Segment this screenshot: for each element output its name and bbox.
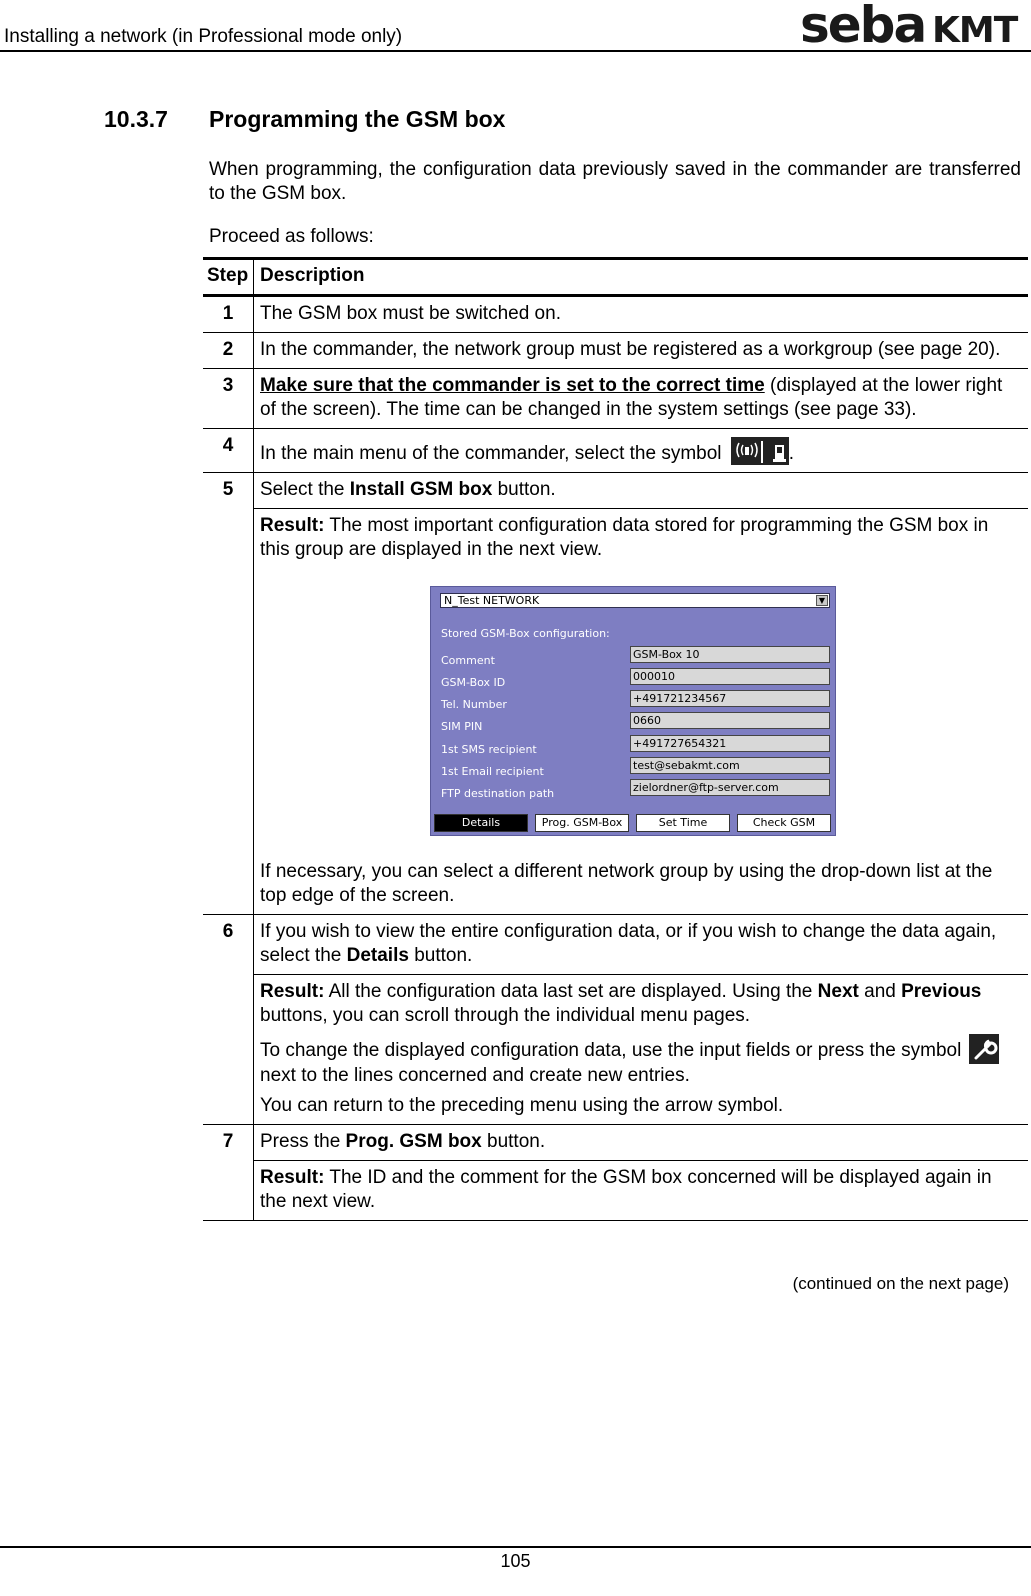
- section-number: 10.3.7: [104, 106, 168, 132]
- step-description: In the commander, the network group must be registered as a workgroup (see page 20).: [254, 333, 1029, 369]
- set-time-button[interactable]: Set Time: [636, 814, 730, 832]
- details-button[interactable]: Details: [434, 814, 528, 832]
- dropdown-value: N_Test NETWORK: [444, 594, 540, 607]
- change-paragraph: [260, 1034, 1022, 1088]
- svg-text:KMT: KMT: [932, 10, 1018, 48]
- result-text: The ID and the comment for the GSM box concerned will be displayed again in the next view.: [260, 1167, 992, 1212]
- step-description: [254, 473, 1029, 509]
- step-text-end: button.: [481, 1131, 546, 1152]
- step-number: 6: [203, 915, 254, 1125]
- config-row: [441, 715, 833, 733]
- config-label: 1st Email recipient: [441, 765, 544, 778]
- result-note: If necessary, you can select a different network group by using the drop-down list at the top edge of the screen.: [260, 861, 993, 906]
- table-row: [203, 915, 1028, 975]
- step-number: 2: [203, 333, 254, 369]
- seba-kmt-logo: [800, 2, 1026, 48]
- step-text: If you wish to view the entire configuration data, or if you wish to change the data again, select the: [260, 921, 997, 966]
- result-cell: [254, 1161, 1029, 1221]
- page-number: 105: [500, 1551, 531, 1571]
- table-row: [203, 333, 1028, 369]
- result-text: To change the displayed configuration data, use the input fields or press the symbol: [260, 1040, 962, 1061]
- table-row: [203, 509, 1028, 915]
- step-text: In the main menu of the commander, select the symbol: [260, 443, 722, 464]
- footer-rule: [0, 1546, 1031, 1548]
- table-row: [203, 296, 1028, 333]
- table-row: [203, 473, 1028, 509]
- result-text: and: [858, 981, 902, 1002]
- config-value[interactable]: +491727654321: [630, 735, 830, 752]
- step-number: 5: [203, 473, 254, 915]
- intro-paragraph: When programming, the configuration data previously saved in the commander are transferred to the GSM box.: [209, 159, 1021, 204]
- result-paragraph: [260, 514, 1022, 562]
- config-value[interactable]: zielordner@ftp-server.com: [630, 779, 830, 796]
- step-description: [254, 1125, 1029, 1161]
- result-cell: [254, 509, 1029, 915]
- config-value[interactable]: test@sebakmt.com: [630, 757, 830, 774]
- step-number: 3: [203, 369, 254, 429]
- steps-table: [203, 257, 1028, 1221]
- step-text-end: .: [788, 443, 795, 464]
- svg-text:seba: seba: [800, 2, 926, 48]
- button-name: Details: [346, 945, 409, 966]
- step-text: (displayed at the lower right of the screen). The time can be changed in the system settings (see page 33).: [260, 375, 1003, 420]
- button-name: Install GSM box: [349, 479, 493, 500]
- proceed-text: Proceed as follows:: [209, 226, 374, 247]
- network-group-dropdown[interactable]: [440, 593, 830, 608]
- result-label: Result:: [260, 981, 325, 1002]
- config-row: [441, 782, 833, 800]
- config-label: 1st SMS recipient: [441, 743, 537, 756]
- config-label: SIM PIN: [441, 720, 483, 733]
- step-number: 1: [203, 296, 254, 333]
- config-label: GSM-Box ID: [441, 676, 506, 689]
- check-gsm-button[interactable]: Check GSM: [737, 814, 831, 832]
- button-name: Previous: [901, 981, 982, 1002]
- table-row: [203, 1125, 1028, 1161]
- return-paragraph: You can return to the preceding menu using the arrow symbol.: [260, 1095, 784, 1116]
- table-row: [203, 975, 1028, 1125]
- table-header-row: [203, 259, 1028, 296]
- screen-heading: Stored GSM-Box configuration:: [441, 627, 610, 640]
- chevron-down-icon[interactable]: ▼: [816, 595, 828, 606]
- step-text-end: button.: [492, 479, 556, 500]
- step-description: [254, 429, 1029, 473]
- step-number: 7: [203, 1125, 254, 1221]
- result-cell: [254, 975, 1029, 1125]
- gsm-box-icon: [731, 437, 789, 465]
- header-rule: [0, 50, 1031, 52]
- config-value[interactable]: 0660: [630, 712, 830, 729]
- button-name: Next: [817, 981, 859, 1002]
- table-row: [203, 1161, 1028, 1221]
- section-heading: [104, 106, 505, 133]
- step-number: 4: [203, 429, 254, 473]
- config-label: Tel. Number: [441, 698, 507, 711]
- wrench-icon: [969, 1034, 999, 1064]
- step-text: Select the: [260, 479, 350, 500]
- config-row: [441, 693, 833, 711]
- step-description: The GSM box must be switched on.: [254, 296, 1029, 333]
- config-value[interactable]: +491721234567: [630, 690, 830, 707]
- header-title: Installing a network (in Professional mode only): [4, 26, 403, 47]
- config-label: FTP destination path: [441, 787, 555, 800]
- step-text-end: button.: [408, 945, 473, 966]
- config-value[interactable]: GSM-Box 10: [630, 646, 830, 663]
- emphasis-text: Make sure that the commander is set to the correct time: [260, 375, 765, 396]
- config-row: [441, 738, 833, 756]
- result-paragraph: [260, 980, 1022, 1028]
- table-row: [203, 369, 1028, 429]
- result-label: Result:: [260, 1167, 325, 1188]
- page-header: [0, 0, 1031, 54]
- step-column-header: Step: [203, 259, 254, 296]
- prog-gsm-box-button[interactable]: Prog. GSM-Box: [535, 814, 629, 832]
- result-label: Result:: [260, 515, 325, 536]
- result-text: All the configuration data last set are displayed. Using the: [324, 981, 818, 1002]
- result-text: The most important configuration data stored for programming the GSM box in this group are displayed in the next view.: [260, 515, 989, 560]
- config-label: Comment: [441, 654, 495, 667]
- description-column-header: Description: [254, 259, 1029, 296]
- config-row: [441, 671, 833, 689]
- continued-note: (continued on the next page): [792, 1274, 1009, 1293]
- step-text: Press the: [260, 1131, 346, 1152]
- button-name: Prog. GSM box: [345, 1131, 482, 1152]
- section-title: Programming the GSM box: [209, 106, 506, 132]
- config-value[interactable]: 000010: [630, 668, 830, 685]
- table-row: [203, 429, 1028, 473]
- config-row: [441, 760, 833, 778]
- result-text: buttons, you can scroll through the individual menu pages.: [260, 1005, 751, 1026]
- result-text: next to the lines concerned and create new entries.: [260, 1065, 690, 1086]
- step-description: [254, 369, 1029, 429]
- commander-screen: [430, 586, 836, 836]
- config-row: [441, 649, 833, 667]
- step-description: [254, 915, 1029, 975]
